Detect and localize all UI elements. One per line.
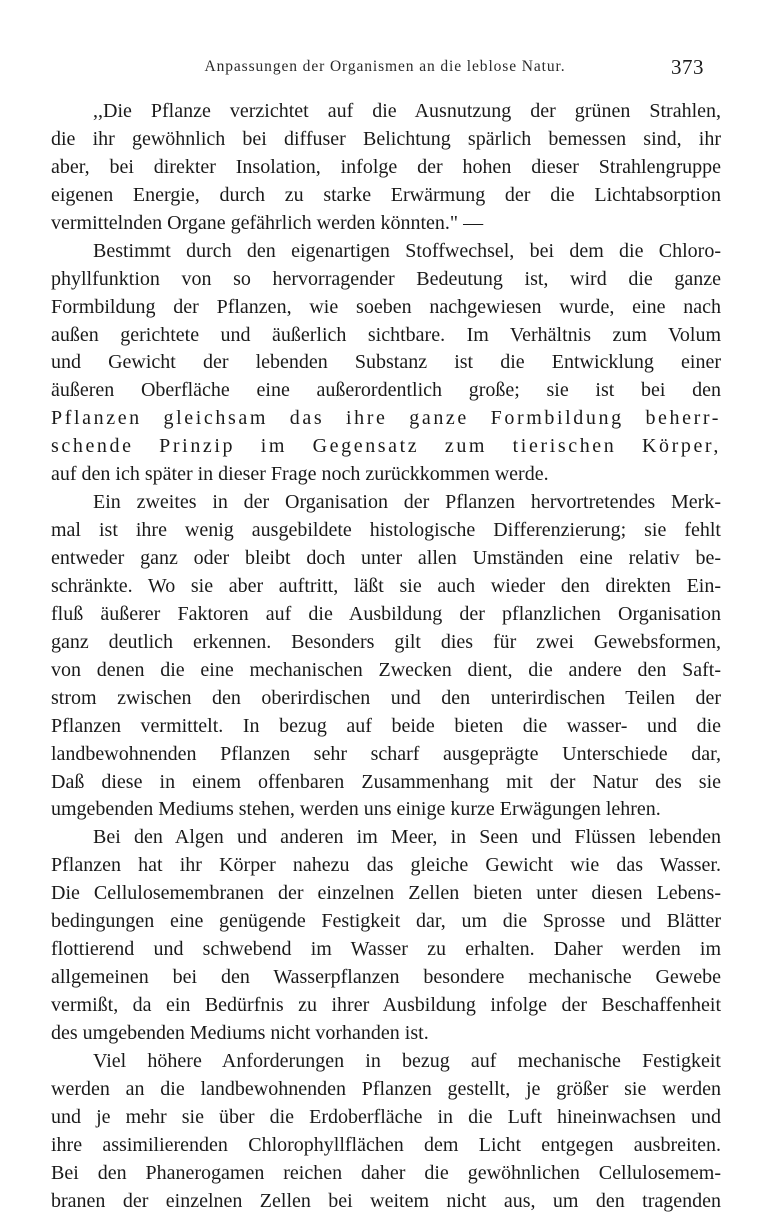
text-line: auf den ich später in dieser Frage noch zurückkommen werde. [51,463,549,486]
text-line: ganz deutlich erkennen. Besonders gilt dies für zwei Gewebsformen, [51,630,721,653]
text-line: phyllfunktion von so hervorragender Bedeutung ist, wird die ganze [51,267,721,290]
text-line: vermißt, da ein Bedürfnis zu ihrer Ausbildung infolge der Beschaffenheit [51,994,721,1016]
text-line: Die Cellulosemembranen der einzelnen Zellen bieten unter diesen Lebens- [51,882,721,905]
text-line: fluß äußerer Faktoren auf die Ausbildung der pflanzlichen Organisation [51,602,721,625]
text-line: bedingungen eine genügende Festigkeit dar, um die Sprosse und Blätter [51,910,721,933]
text-line: Pflanzen gleichsam das ihre ganze Formbildung beherr- [51,407,721,430]
text-line: umgebenden Mediums stehen, werden uns einige kurze Erwägungen lehren. [51,798,661,821]
body-text [51,98,721,1216]
text-line: vermittelnden Organe gefährlich werden könnten." — [51,211,484,234]
text-line: Pflanzen hat ihr Körper nahezu das gleiche Gewicht wie das Wasser. [51,854,721,877]
text-line: ,,Die Pflanze verzichtet auf die Ausnutzung der grünen Strahlen, [93,100,721,122]
text-line: Ein zweites in der Organisation der Pflanzen hervortretendes Merk- [93,491,721,514]
text-line: mal ist ihre wenig ausgebildete histologische Differenzierung; sie fehlt [51,519,721,542]
text-line: flottierend und schwebend im Wasser zu erhalten. Daher werden im [51,938,721,961]
text-line: Bei den Phanerogamen reichen daher die gewöhnlichen Cellulosemem- [51,1161,721,1184]
text-line: allgemeinen bei den Wasserpflanzen besondere mechanische Gewebe [51,966,721,989]
text-line: Bei den Algen und anderen im Meer, in Seen und Flüssen lebenden [93,826,721,849]
text-line: Pflanzen vermittelt. In bezug auf beide bieten die wasser- und die [51,714,721,737]
text-line: Bestimmt durch den eigenartigen Stoffwechsel, bei dem die Chloro- [93,239,721,262]
text-line: entweder ganz oder bleibt doch unter allen Umständen eine relativ be- [51,547,721,569]
page-number: 373 [671,55,704,79]
text-line: Viel höhere Anforderungen in bezug auf mechanische Festigkeit [93,1049,721,1072]
text-line: branen der einzelnen Zellen bei weitem nicht aus, um den tragenden [51,1189,721,1212]
text-line: des umgebenden Mediums nicht vorhanden ist. [51,1021,429,1044]
text-line: Daß diese in einem offenbaren Zusammenhang mit der Natur des sie [51,770,721,793]
text-line: und je mehr sie über die Erdoberfläche in die Luft hineinwachsen und [51,1105,721,1128]
text-line: und Gewicht der lebenden Substanz ist die Entwicklung einer [51,351,721,374]
running-head: Anpassungen der Organismen an die leblose Natur. [204,58,566,75]
text-line: ihre assimilierenden Chlorophyllflächen dem Licht entgegen ausbreiten. [51,1133,721,1156]
text-line: strom zwischen den oberirdischen und den unterirdischen Teilen der [51,686,721,709]
text-line: von denen die eine mechanischen Zwecken dient, die andere den Saft- [51,658,721,681]
text-line: schränkte. Wo sie aber auftritt, läßt sie auch wieder den direkten Ein- [51,574,721,597]
text-line: aber, bei direkter Insolation, infolge der hohen dieser Strahlengruppe [51,155,721,178]
text-line: eigenen Energie, durch zu starke Erwärmung der die Lichtabsorption [51,183,721,206]
text-line: werden an die landbewohnenden Pflanzen gestellt, je größer sie werden [51,1077,721,1100]
text-line: schende Prinzip im Gegensatz zum tierischen Körper, [51,435,721,458]
text-line: Formbildung der Pflanzen, wie soeben nachgewiesen wurde, eine nach [51,295,721,318]
text-line: landbewohnenden Pflanzen sehr scharf ausgeprägte Unterschiede dar, [51,742,721,765]
text-line: außen gerichtete und äußerlich sichtbare. Im Verhältnis zum Volum [51,323,721,346]
text-line: äußeren Oberfläche eine außerordentlich große; sie ist bei den [51,379,721,402]
text-line: die ihr gewöhnlich bei diffuser Belichtung spärlich bemessen sind, ihr [51,127,721,150]
